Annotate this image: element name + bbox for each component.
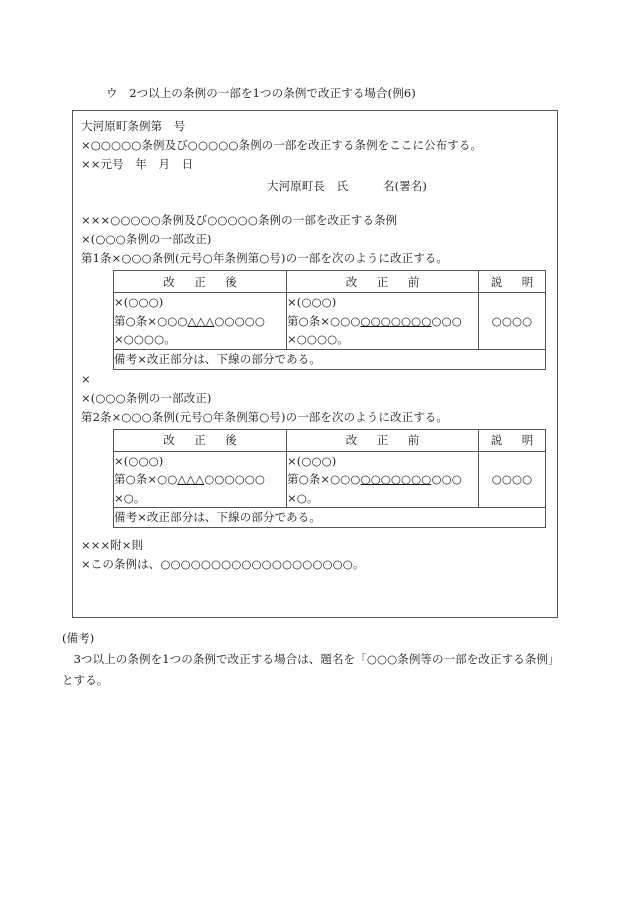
table-header-row xyxy=(114,429,546,451)
table-remark-row xyxy=(114,508,546,528)
section-separator-line: × xyxy=(81,371,91,386)
cell-after-text-2 xyxy=(114,451,287,508)
before-line-2-underlined: ○○○○○○○ xyxy=(360,472,432,486)
supplementary-heading: ×××附×則 xyxy=(81,538,144,552)
before-line-2-underlined: ○○○○○○○ xyxy=(360,313,432,328)
after-line-2-pre: 第○条×○○○ xyxy=(114,313,188,328)
before-line-3: ×○○○○。 xyxy=(287,332,349,346)
after-line-2-post: ○○○○○ xyxy=(214,313,266,328)
after-line-1: ×(○○○) xyxy=(114,453,164,468)
cell-after-text-1 xyxy=(114,293,287,350)
footer-note-label: (備考) xyxy=(62,631,95,645)
supplementary-text: ×この条例は、○○○○○○○○○○○○○○○○○○○。 xyxy=(81,557,365,571)
ordinance-number-line: 大河原町条例第 号 xyxy=(81,119,186,133)
before-line-1: ×(○○○) xyxy=(287,453,337,468)
mayor-signature-line: 大河原町長 氏 名(署名) xyxy=(267,179,427,193)
after-line-3: ×○○○○。 xyxy=(114,332,176,346)
section-2-article-line: 第2条×○○○条例(元号○年条例第○号)の一部を次のように改正する。 xyxy=(81,409,448,424)
promulgation-date-line: ××元号 年 月 日 xyxy=(81,157,194,171)
table-remark-text-1: 備考×改正部分は、下線の部分である。 xyxy=(114,349,546,369)
column-header-after: 改 正 後 xyxy=(114,429,287,451)
section-2-subtitle: ×(○○○条例の一部改正) xyxy=(81,390,212,405)
after-line-2-post: ○○○○○○ xyxy=(204,472,265,486)
column-header-note: 説 明 xyxy=(479,271,546,293)
after-line-2-pre: 第○条×○○ xyxy=(114,472,178,486)
table-row xyxy=(114,293,546,350)
table-row xyxy=(114,451,546,508)
promulgation-line: ×○○○○○条例及び○○○○○条例の一部を改正する条例をここに公布する。 xyxy=(81,138,483,152)
spacer-before-supplementary xyxy=(81,528,549,536)
table-header-row xyxy=(114,271,546,293)
before-line-3: ×○。 xyxy=(287,490,319,505)
table-remark-row xyxy=(114,349,546,369)
example-frame xyxy=(72,110,558,618)
footer-note-text: 3つ以上の条例を1つの条例で改正する場合は、題名を「○○○条例等の一部を改正する条例」とする。 xyxy=(62,652,560,687)
column-header-before: 改 正 前 xyxy=(287,271,479,293)
page-heading: ウ 2つ以上の条例の一部を1つの条例で改正する場合(例6) xyxy=(106,86,416,100)
amendment-table-2 xyxy=(113,429,546,529)
section-1-article-line: 第1条×○○○条例(元号○年条例第○号)の一部を次のように改正する。 xyxy=(81,251,448,265)
cell-before-text-2 xyxy=(287,451,479,508)
footer-note xyxy=(62,628,567,691)
before-line-1: ×(○○○) xyxy=(287,295,337,309)
amendment-table-1 xyxy=(113,270,546,370)
section-1-subtitle: ×(○○○条例の一部改正) xyxy=(81,232,212,246)
after-line-1: ×(○○○) xyxy=(114,295,164,309)
before-line-2-post: ○○○ xyxy=(431,313,462,328)
ordinance-title-line: ×××○○○○○条例及び○○○○○条例の一部を改正する条例 xyxy=(81,213,398,227)
column-header-after: 改 正 後 xyxy=(114,271,287,293)
before-line-2-post: ○○○ xyxy=(431,472,462,486)
cell-before-text-1 xyxy=(287,293,479,350)
cell-note-text-2: ○○○○ xyxy=(479,451,546,508)
column-header-note: 説 明 xyxy=(479,429,546,451)
after-line-2-underlined: △△△ xyxy=(177,472,205,486)
before-line-2-pre: 第○条×○○○ xyxy=(287,472,361,486)
after-line-3: ×○。 xyxy=(114,490,146,505)
cell-note-text-1: ○○○○ xyxy=(479,293,546,350)
column-header-before: 改 正 前 xyxy=(287,429,479,451)
spacer-after-signature xyxy=(81,198,549,211)
after-line-2-underlined: △△△ xyxy=(187,313,215,328)
before-line-2-pre: 第○条×○○○ xyxy=(287,313,361,328)
table-remark-text-2: 備考×改正部分は、下線の部分である。 xyxy=(114,508,546,528)
